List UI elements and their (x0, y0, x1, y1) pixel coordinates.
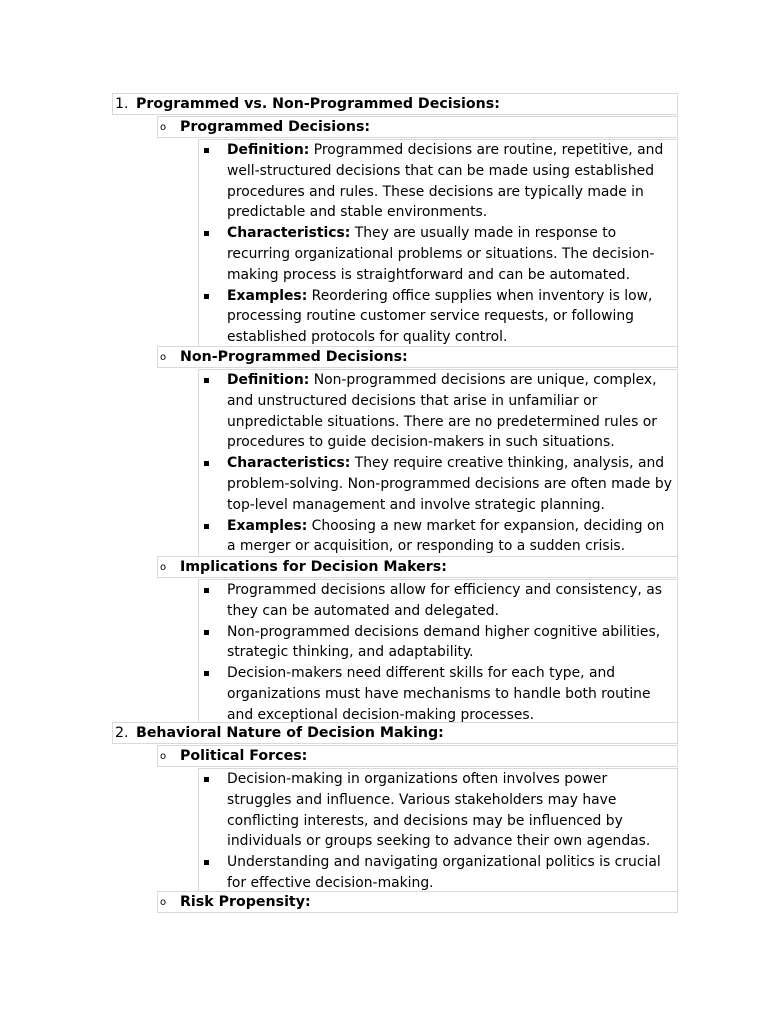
section-title: Behavioral Nature of Decision Making: (136, 725, 444, 741)
item-label: Definition: (227, 372, 310, 388)
section-title: Programmed vs. Non-Programmed Decisions: (136, 96, 500, 112)
item-text: Reordering office supplies when inventory is low, processing routine customer service requests, or following established protocols for quality control. (227, 287, 653, 346)
square-bullet-icon (204, 148, 209, 153)
list-item (199, 286, 677, 348)
square-bullet-icon (204, 777, 209, 782)
item-text: Non-programmed decisions are unique, complex, and unstructured decisions that arise in unfamiliar or unpredictable situations. There are no predetermined rules or procedures to guide decision-makers in such situations. (227, 372, 657, 451)
list-item (199, 663, 677, 725)
square-bullet-icon (204, 461, 209, 466)
square-bullet-icon (204, 524, 209, 529)
subsection-heading (157, 745, 678, 767)
item-text: Decision-makers need different skills for each type, and organizations must have mechanisms to handle both routine and exceptional decision-making processes. (227, 665, 651, 723)
subsection-title: Implications for Decision Makers: (180, 559, 447, 575)
item-text: They are usually made in response to recurring organizational problems or situations. The decision-making process is straightforward and can be automated. (227, 225, 655, 283)
bullet-list (198, 579, 678, 723)
list-item (199, 622, 677, 664)
section-heading (112, 722, 678, 744)
item-text: Programmed decisions are routine, repetitive, and well-structured decisions that can be made using established procedures and rules. These decisions are typically made in predictable and stable environments. (227, 142, 664, 221)
section-heading (112, 93, 678, 115)
square-bullet-icon (204, 671, 209, 676)
list-item (199, 516, 677, 558)
subsection-title: Non-Programmed Decisions: (180, 349, 408, 365)
subsection-title: Programmed Decisions: (180, 119, 371, 135)
item-text: Programmed decisions allow for efficiency and consistency, as they can be automated and delegated. (227, 582, 662, 619)
bullet-list (198, 768, 678, 892)
circle-bullet-icon: o (160, 352, 167, 363)
subsection-heading (157, 116, 678, 138)
list-item (199, 223, 677, 285)
item-text: Understanding and navigating organizational politics is crucial for effective decision-making. (227, 854, 661, 891)
bullet-list (198, 369, 678, 557)
subsection-title: Political Forces: (180, 748, 308, 764)
subsection-heading (157, 346, 678, 368)
square-bullet-icon (204, 378, 209, 383)
square-bullet-icon (204, 630, 209, 635)
bullet-list (198, 139, 678, 347)
item-text: They require creative thinking, analysis, and problem-solving. Non-programmed decisions are often made by top-level management and involve strategic planning. (227, 455, 672, 513)
item-label: Characteristics: (227, 225, 351, 242)
item-label: Characteristics: (227, 455, 351, 472)
item-text: Non-programmed decisions demand higher cognitive abilities, strategic thinking, and adaptability. (227, 623, 661, 661)
list-item (199, 852, 677, 894)
list-item (199, 580, 677, 622)
square-bullet-icon (204, 231, 209, 236)
square-bullet-icon (204, 860, 209, 865)
circle-bullet-icon: o (160, 897, 167, 908)
item-label: Examples: (227, 287, 308, 304)
circle-bullet-icon: o (160, 562, 167, 573)
section-number: 2. (115, 725, 129, 741)
item-text: Decision-making in organizations often involves power struggles and influence. Various stakeholders may have conflicting interests, and decisions may be influenced by individuals or groups seeking to advance their own agendas. (227, 771, 651, 850)
circle-bullet-icon: o (160, 122, 167, 133)
square-bullet-icon (204, 588, 209, 593)
subsection-title: Risk Propensity: (180, 894, 311, 910)
section-number: 1. (115, 96, 129, 112)
list-item (199, 140, 677, 223)
list-item (199, 769, 677, 852)
square-bullet-icon (204, 294, 209, 299)
subsection-heading (157, 556, 678, 578)
subsection-heading (157, 891, 678, 913)
item-label: Examples: (227, 517, 308, 534)
list-item (199, 370, 677, 453)
list-item (199, 453, 677, 515)
item-label: Definition: (227, 142, 310, 158)
circle-bullet-icon: o (160, 751, 167, 762)
item-text: Choosing a new market for expansion, deciding on a merger or acquisition, or responding to a sudden crisis. (227, 517, 665, 555)
